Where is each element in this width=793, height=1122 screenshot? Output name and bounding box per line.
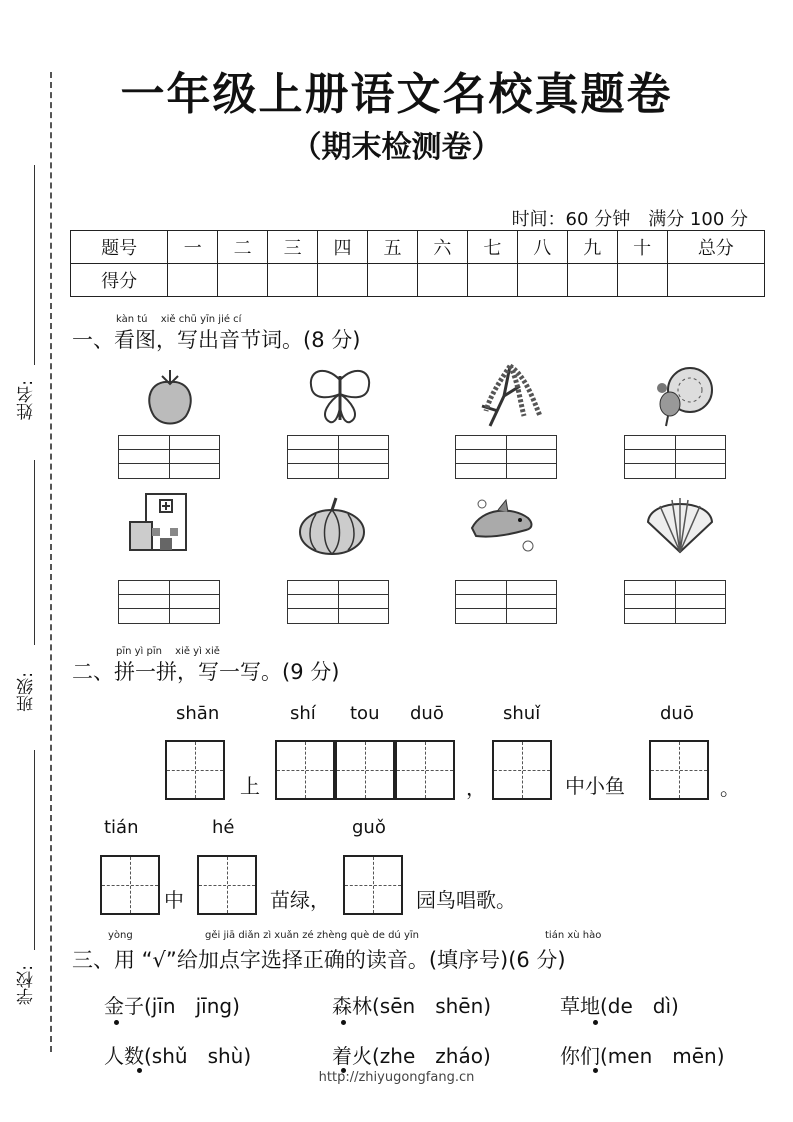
choice-item-zhaohuo[interactable]: 着火(zhe zháo) <box>332 1044 491 1068</box>
strawberry-picture <box>130 360 210 432</box>
time-info: 时间：60 分钟 满分 100 分 <box>511 209 748 230</box>
character-writing-box[interactable] <box>165 740 225 800</box>
section3-pinyin-main: gěi jiā diǎn zì xuǎn zé zhèng què de dú yīn <box>205 930 419 941</box>
section2-title: 二、拼一拼，写一写。(9 分) <box>72 660 340 684</box>
pumpkin-picture <box>292 492 372 564</box>
emphasis-dot <box>593 1020 598 1025</box>
section3-title: 三、用 “√”给加点字选择正确的读音。(填序号)(6 分) <box>72 948 566 972</box>
score-table <box>70 230 765 297</box>
score-input-cell[interactable] <box>218 264 268 297</box>
score-input-cell[interactable] <box>567 264 617 297</box>
score-cell: 九 <box>567 231 617 264</box>
character-writing-box[interactable] <box>197 855 257 915</box>
emphasis-dot <box>341 1020 346 1025</box>
character-writing-box[interactable] <box>343 855 403 915</box>
pinyin-shan: shān <box>176 703 220 724</box>
section1-pinyin: kàn tú xiě chū yīn jié cí <box>116 314 242 325</box>
text-zhongxiaoyu: 中小鱼 <box>565 774 625 798</box>
pinyin-shi: shí <box>290 703 316 724</box>
pinyin-tian: tián <box>104 817 139 838</box>
choice-item-jinzi[interactable]: 金子(jīn jīng) <box>104 994 240 1018</box>
score-input-cell[interactable] <box>368 264 418 297</box>
score-input-cell[interactable] <box>667 264 764 297</box>
choice-item-senlin[interactable]: 森林(sēn shēn) <box>332 994 492 1018</box>
page-title: 一年级上册语文名校真题卷 <box>120 69 673 120</box>
score-cell: 总分 <box>667 231 764 264</box>
score-cell: 十 <box>617 231 667 264</box>
score-cell: 三 <box>268 231 318 264</box>
class-label: 班级: <box>17 672 37 712</box>
pinyin-shui: shuǐ <box>503 703 541 724</box>
shell-picture <box>640 488 720 560</box>
pinyin-writing-grid[interactable] <box>118 580 220 624</box>
pinyin-writing-grid[interactable] <box>624 580 726 624</box>
score-cell: 八 <box>517 231 567 264</box>
section3-pinyin-tianxuhao: tián xù hào <box>545 930 602 941</box>
character-writing-box[interactable] <box>275 740 335 800</box>
section3-pinyin-yong: yòng <box>108 930 133 941</box>
character-writing-box[interactable] <box>395 740 455 800</box>
willow-picture <box>470 356 550 428</box>
section2-pinyin: pīn yì pīn xiě yì xiě <box>116 646 220 657</box>
score-cell: 五 <box>368 231 418 264</box>
page-subtitle: （期末检测卷） <box>291 130 502 165</box>
pinyin-writing-grid[interactable] <box>455 435 557 479</box>
character-writing-box[interactable] <box>492 740 552 800</box>
score-input-cell[interactable] <box>517 264 567 297</box>
peacock-picture <box>640 358 720 430</box>
text-period: 。 <box>720 776 740 800</box>
emphasis-dot <box>114 1020 119 1025</box>
section1-title: 一、看图，写出音节词。(8 分) <box>72 328 361 352</box>
pinyin-duo: duō <box>410 703 444 724</box>
score-cell: 得分 <box>71 264 168 297</box>
score-input-cell[interactable] <box>318 264 368 297</box>
school-blank-line <box>34 750 35 950</box>
footer-url: http://zhiyugongfang.cn <box>318 1070 475 1085</box>
character-writing-box[interactable] <box>649 740 709 800</box>
choice-item-caodi[interactable]: 草地(de dì) <box>560 994 679 1018</box>
score-input-cell[interactable] <box>617 264 667 297</box>
text-comma: ， <box>466 776 486 800</box>
score-cell: 六 <box>417 231 467 264</box>
butterfly-picture <box>300 360 380 432</box>
text-zhong: 中 <box>164 888 184 912</box>
score-input-cell[interactable] <box>168 264 218 297</box>
pinyin-duo-2: duō <box>660 703 694 724</box>
text-miaolv: 苗绿， <box>270 888 330 912</box>
text-shang: 上 <box>240 774 260 798</box>
score-table-header-row <box>71 231 765 264</box>
character-writing-box[interactable] <box>100 855 160 915</box>
text-yuanniaochangge: 园鸟唱歌。 <box>416 888 516 912</box>
pinyin-writing-grid[interactable] <box>118 435 220 479</box>
binding-dashed-line <box>50 72 52 1052</box>
pinyin-he: hé <box>212 817 235 838</box>
choice-item-renshu[interactable]: 人数(shǔ shù) <box>104 1044 252 1068</box>
pinyin-writing-grid[interactable] <box>287 580 389 624</box>
pinyin-guo: guǒ <box>352 817 386 838</box>
name-blank-line <box>34 165 35 365</box>
score-cell: 一 <box>168 231 218 264</box>
score-input-cell[interactable] <box>268 264 318 297</box>
score-cell: 七 <box>467 231 517 264</box>
pinyin-writing-grid[interactable] <box>287 435 389 479</box>
class-blank-line <box>34 460 35 645</box>
score-cell: 四 <box>318 231 368 264</box>
pinyin-tou: tou <box>350 703 380 724</box>
character-writing-box[interactable] <box>335 740 395 800</box>
name-label: 姓名: <box>17 380 37 420</box>
choice-item-nimen[interactable]: 你们(men mēn) <box>560 1044 725 1068</box>
score-cell: 题号 <box>71 231 168 264</box>
hospital-picture <box>124 488 204 560</box>
pinyin-writing-grid[interactable] <box>455 580 557 624</box>
score-input-cell[interactable] <box>417 264 467 297</box>
pinyin-writing-grid[interactable] <box>624 435 726 479</box>
score-cell: 二 <box>218 231 268 264</box>
score-input-cell[interactable] <box>467 264 517 297</box>
score-table-score-row <box>71 264 765 297</box>
school-label: 学校: <box>17 965 37 1005</box>
dolphin-picture <box>462 488 542 560</box>
